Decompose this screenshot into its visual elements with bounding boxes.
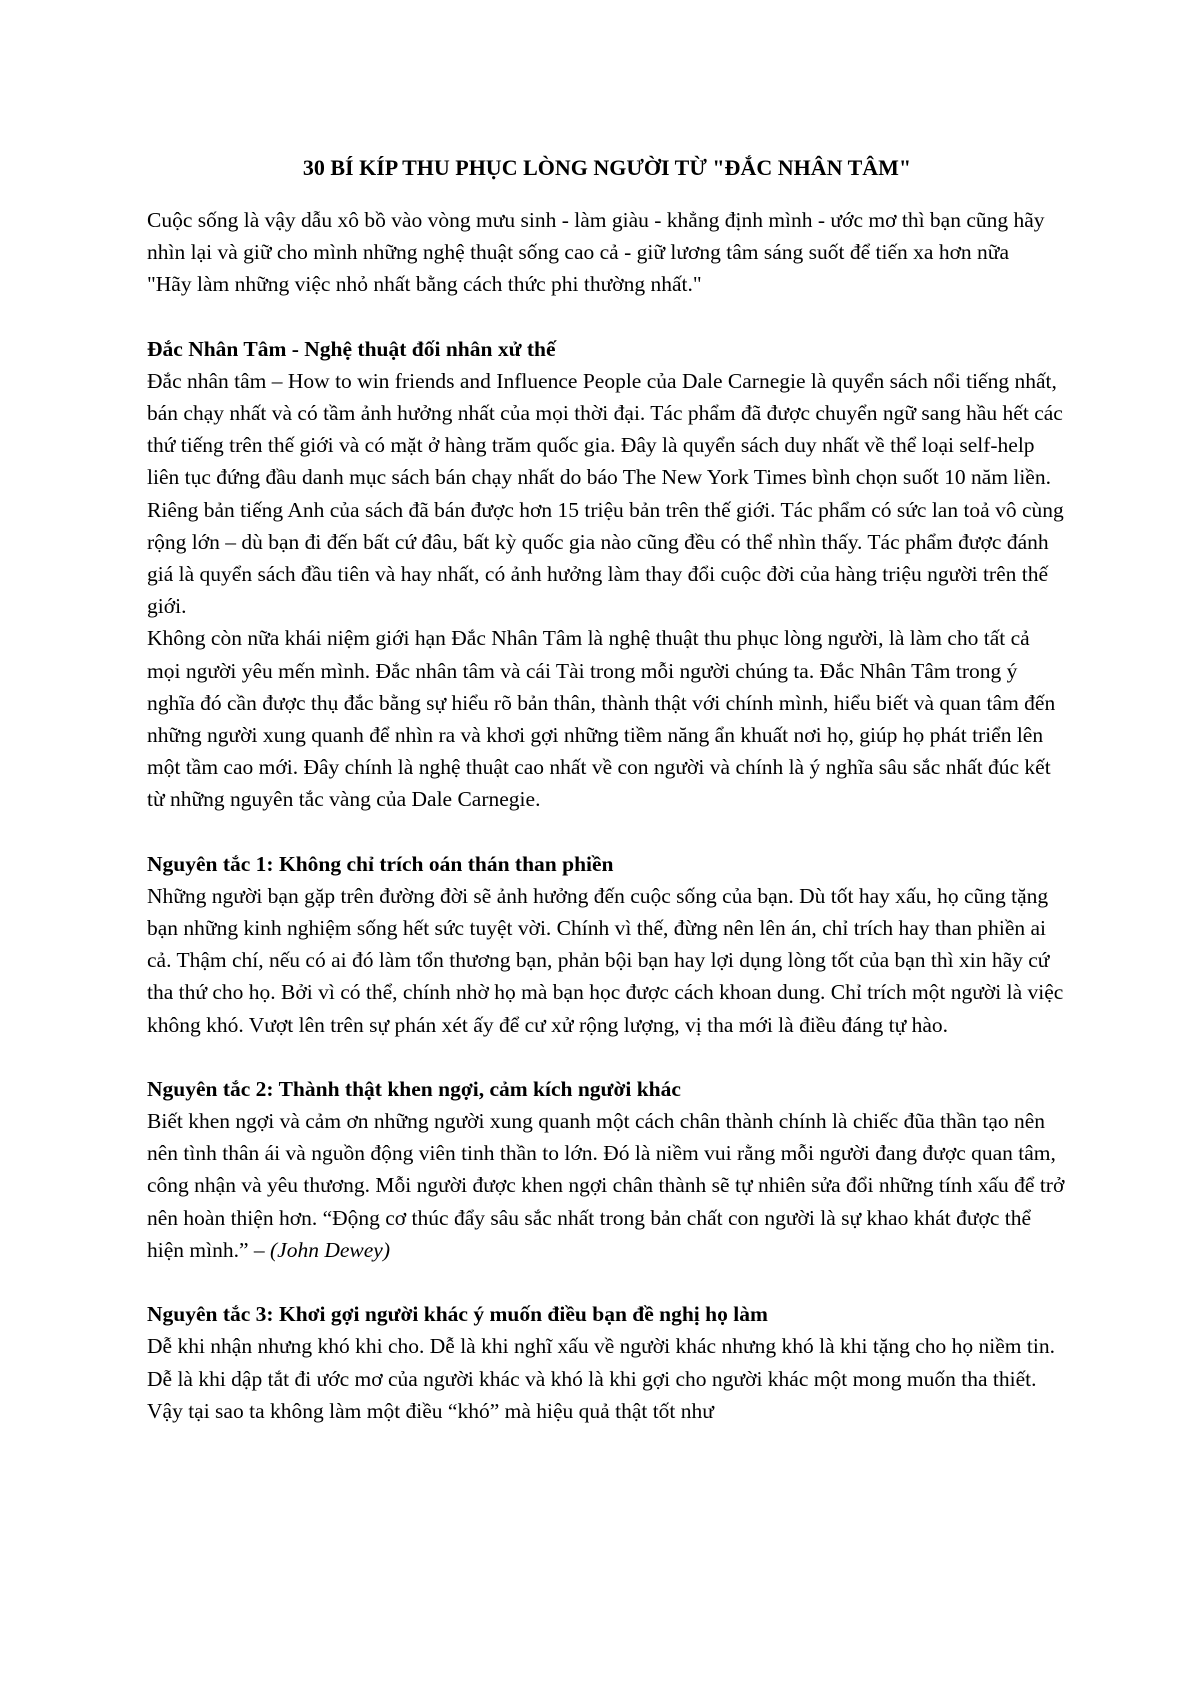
rule-2-heading: Nguyên tắc 2: Thành thật khen ngợi, cảm kích người khác (147, 1076, 681, 1101)
rule-3-heading: Nguyên tắc 3: Khơi gợi người khác ý muốn điều bạn đề nghị họ làm (147, 1302, 768, 1327)
rule-2-body: Biết khen ngợi và cảm ơn những người xung quanh một cách chân thành chính là chiếc đũa thần tạo nên nên tình thân ái và nguồn động viên tinh thần to lớn. Đó là niềm vui rằng mỗi người đang được quan tâm, công nhận và yêu thương. Mỗi người được khen ngợi chân thành sẽ tự nhiên sửa đổi những tính xấu để trở nên hoàn thiện hơn. “Động cơ thúc đẩy sâu sắc nhất trong bản chất con người là sự khao khát được thể hiện mình.” – (147, 1109, 1065, 1262)
spacer (147, 301, 1067, 333)
rule-1-heading: Nguyên tắc 1: Không chỉ trích oán thán than phiền (147, 851, 614, 876)
spacer (147, 1041, 1067, 1073)
rule-1-body: Những người bạn gặp trên đường đời sẽ ảnh hưởng đến cuộc sống của bạn. Dù tốt hay xấu, họ cũng tặng bạn những kinh nghiệm sống hết sức tuyệt vời. Chính vì thế, đừng nên lên án, chỉ trích hay than phiền ai cả. Thậm chí, nếu có ai đó làm tổn thương bạn, phản bội bạn hay lợi dụng lòng tốt của bạn thì xin hãy cứ tha thứ cho họ. Bởi vì có thể, chính nhờ họ mà bạn học được cách khoan dung. Chỉ trích một người là việc không khó. Vượt lên trên sự phán xét ấy để cư xử rộng lượng, vị tha mới là điều đáng tự hào. (147, 883, 1064, 1037)
rule-2-attribution: (John Dewey) (264, 1237, 390, 1262)
section-paragraph-2: Không còn nữa khái niệm giới hạn Đắc Nhân Tâm là nghệ thuật thu phục lòng người, là làm cho tất cả mọi người yêu mến mình. Đắc nhân tâm và cái Tài trong mỗi người chúng ta. Đắc Nhân Tâm trong ý nghĩa đó cần được thụ đắc bằng sự hiểu rõ bản thân, thành thật với chính mình, hiểu biết và quan tâm đến những người xung quanh để nhìn ra và khơi gợi những tiềm năng ẩn khuất nơi họ, giúp họ phát triển lên một tầm cao mới. Đây chính là nghệ thuật cao nhất về con người và chính là ý nghĩa sâu sắc nhất đúc kết từ những nguyên tắc vàng của Dale Carnegie. (147, 626, 1056, 812)
rule-2-paragraph (147, 1105, 1067, 1266)
intro-paragraph: Cuộc sống là vậy dẫu xô bồ vào vòng mưu sinh - làm giàu - khẳng định mình - ước mơ thì bạn cũng hãy nhìn lại và giữ cho mình những nghệ thuật sống cao cả - giữ lương tâm sáng suốt để tiến xa hơn nữa (147, 208, 1045, 265)
spacer (147, 1266, 1067, 1298)
intro-quote: "Hãy làm những việc nhỏ nhất bằng cách thức phi thường nhất." (147, 272, 702, 297)
rule-3-body: Dễ khi nhận nhưng khó khi cho. Dễ là khi nghĩ xấu về người khác nhưng khó là khi tặng cho họ niềm tin. Dễ là khi dập tắt đi ước mơ của người khác và khó là khi gợi cho người khác một mong muốn tha thiết. Vậy tại sao ta không làm một điều “khó” mà hiệu quả thật tốt như (147, 1334, 1055, 1423)
section-paragraph-1: Đắc nhân tâm – How to win friends and Influence People của Dale Carnegie là quyển sách nổi tiếng nhất, bán chạy nhất và có tầm ảnh hưởng nhất của mọi thời đại. Tác phẩm đã được chuyển ngữ sang hầu hết các thứ tiếng trên thế giới và có mặt ở hàng trăm quốc gia. Đây là quyển sách duy nhất về thể loại self-help liên tục đứng đầu danh mục sách bán chạy nhất do báo The New York Times bình chọn suốt 10 năm liền. Riêng bản tiếng Anh của sách đã bán được hơn 15 triệu bản trên thế giới. Tác phẩm có sức lan toả vô cùng rộng lớn – dù bạn đi đến bất cứ đâu, bất kỳ quốc gia nào cũng đều có thể nhìn thấy. Tác phẩm được đánh giá là quyển sách đầu tiên và hay nhất, có ảnh hưởng làm thay đổi cuộc đời của hàng triệu người trên thế giới. (147, 368, 1064, 619)
section-heading-dac-nhan-tam: Đắc Nhân Tâm - Nghệ thuật đối nhân xử thế (147, 336, 556, 361)
document-title: 30 BÍ KÍP THU PHỤC LÒNG NGƯỜI TỪ "ĐẮC NHÂN TÂM" (302, 155, 912, 180)
document-page (147, 152, 1067, 1427)
spacer (147, 816, 1067, 848)
